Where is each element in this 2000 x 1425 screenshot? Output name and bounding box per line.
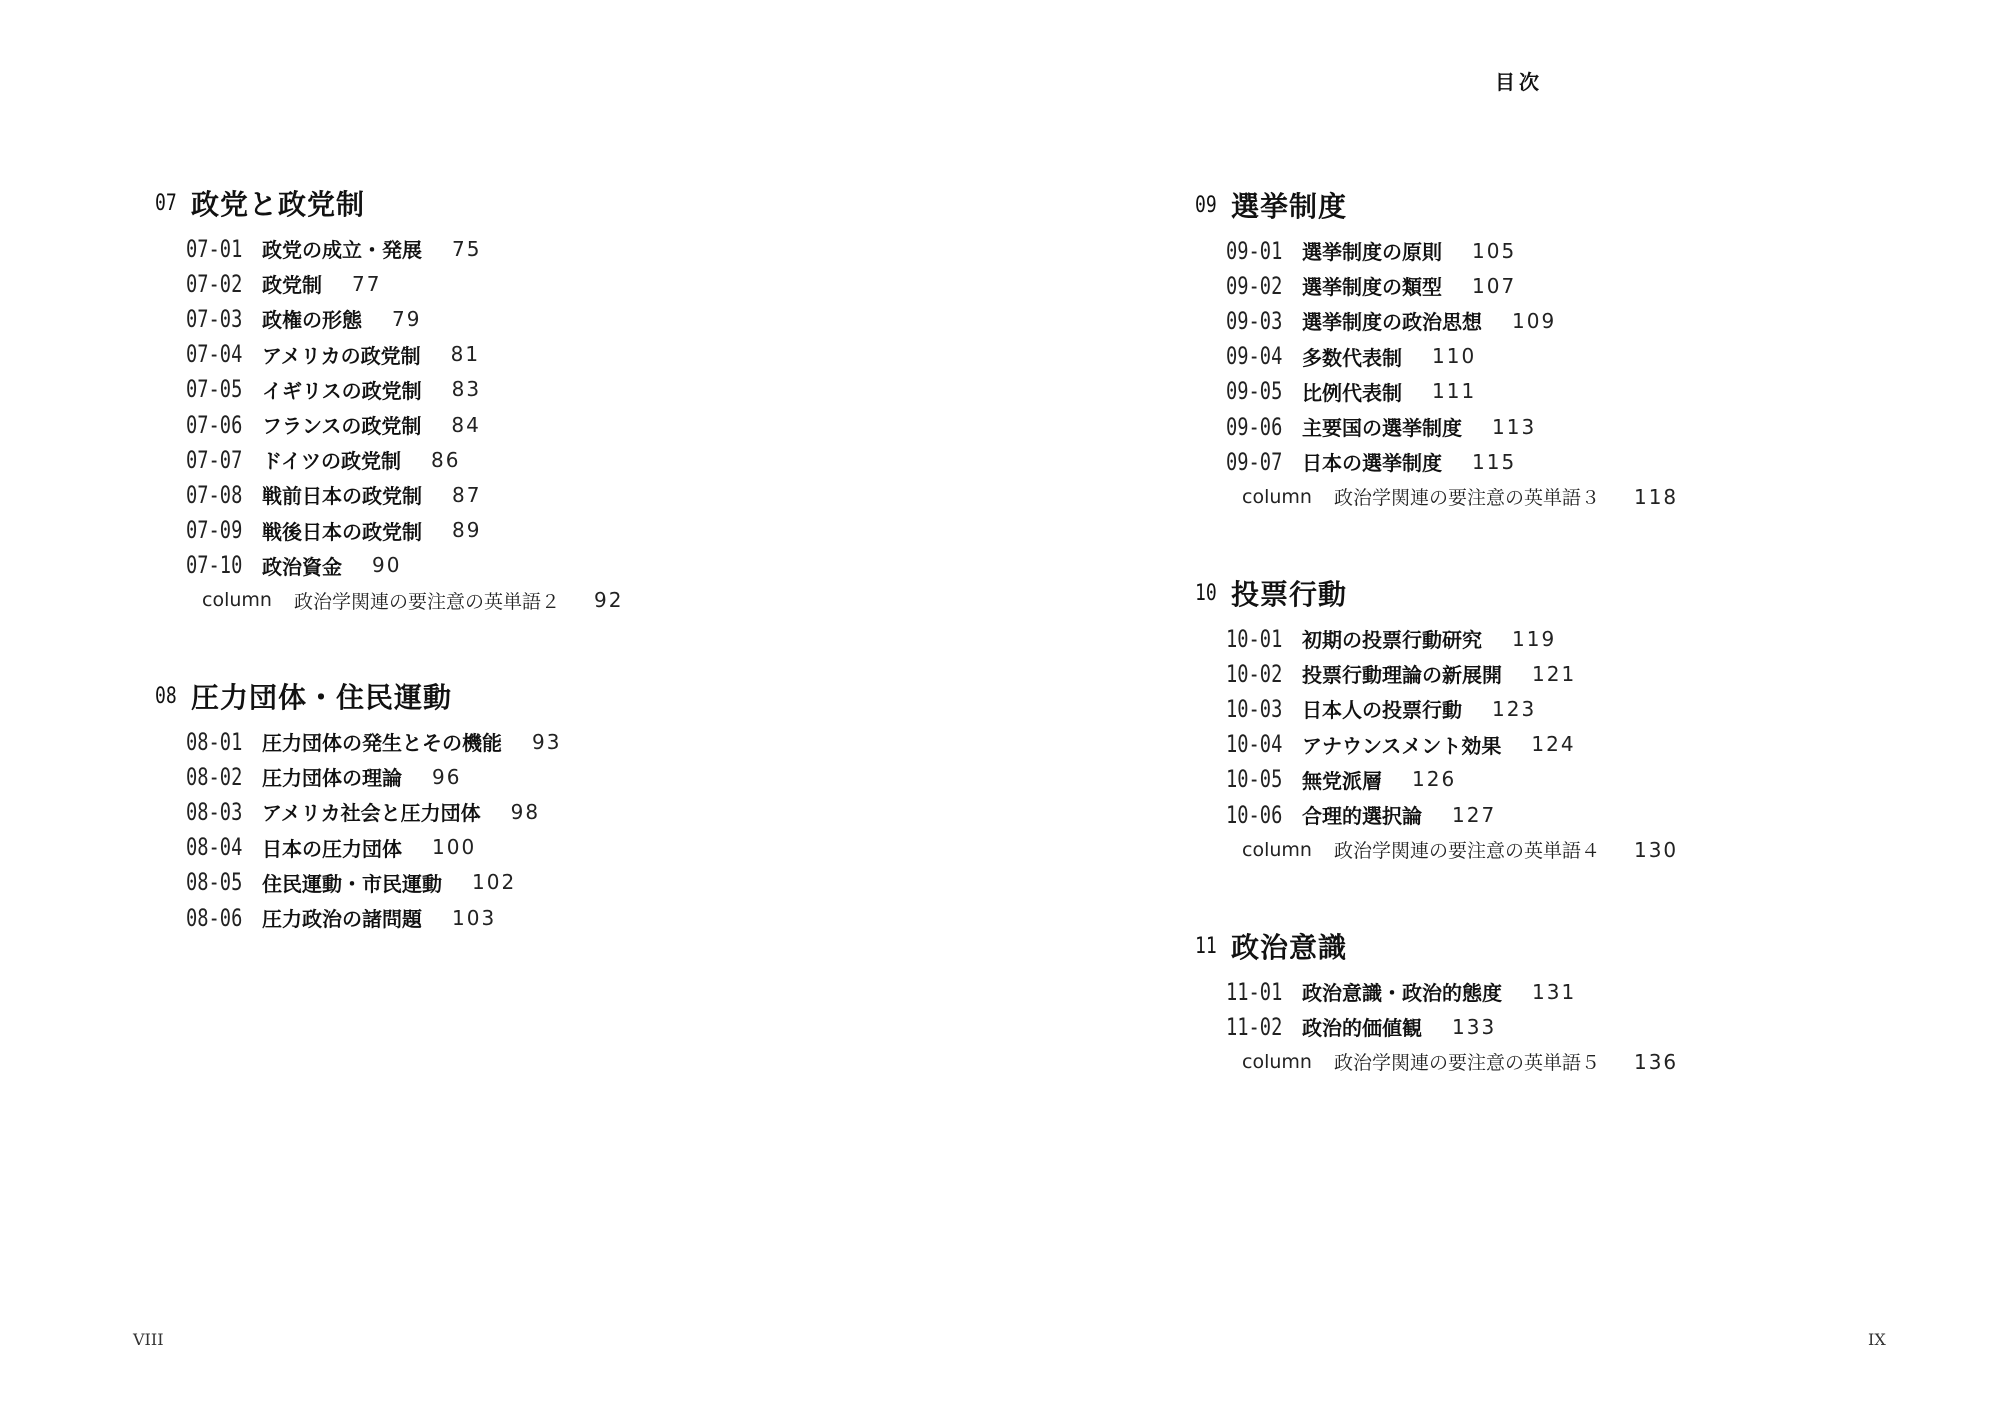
chapter-number: 09 xyxy=(1195,192,1217,218)
column-entry xyxy=(1226,1044,1678,1079)
toc-entry xyxy=(1226,339,1678,374)
entry-number: 09-04 xyxy=(1226,342,1283,371)
entry-number: 09-03 xyxy=(1226,306,1283,335)
entry-title: 日本人の投票行動 xyxy=(1302,698,1462,723)
entry-number: 08-05 xyxy=(186,868,243,897)
toc-entry xyxy=(186,266,623,301)
column-entry xyxy=(1226,479,1678,514)
entry-title: 政治的価値観 xyxy=(1302,1016,1422,1041)
toc-entry xyxy=(186,865,561,900)
toc-entry xyxy=(186,337,623,372)
entry-number: 10-02 xyxy=(1226,659,1283,688)
entry-page-number: 87 xyxy=(452,482,482,507)
toc-entry xyxy=(186,548,623,583)
toc-entry xyxy=(186,407,623,442)
column-entry xyxy=(186,583,623,618)
entry-title: 主要国の選挙制度 xyxy=(1302,416,1462,441)
entry-page-number: 83 xyxy=(451,377,482,402)
entry-page-number: 110 xyxy=(1432,344,1477,369)
toc-entry xyxy=(1226,691,1678,726)
entry-number: 07-07 xyxy=(186,445,243,474)
entry-title: アメリカの政党制 xyxy=(262,343,421,368)
entry-title: 住民運動・市民運動 xyxy=(262,871,442,896)
entry-number: 10-01 xyxy=(1226,624,1283,653)
column-page-number: 130 xyxy=(1633,837,1679,862)
entry-number: 09-07 xyxy=(1226,447,1283,476)
toc-entry xyxy=(1226,727,1678,762)
toc-entry xyxy=(186,477,623,512)
entry-page-number: 131 xyxy=(1532,979,1577,1004)
entry-number: 08-03 xyxy=(186,797,243,826)
entry-page-number: 93 xyxy=(532,729,562,754)
toc-entry xyxy=(186,759,561,794)
entry-page-number: 121 xyxy=(1532,661,1577,686)
toc-entry xyxy=(1226,797,1678,832)
entry-title: 政党制 xyxy=(262,273,322,298)
chapter-title: 政党と政党制 xyxy=(191,188,366,221)
chapter-number: 07 xyxy=(155,190,177,216)
entry-title: アメリカ社会と圧力団体 xyxy=(262,801,481,826)
toc-entry xyxy=(186,724,561,759)
entry-page-number: 127 xyxy=(1452,802,1497,827)
entry-number: 10-05 xyxy=(1226,765,1283,794)
chapter-08 xyxy=(155,668,561,935)
entry-page-number: 90 xyxy=(372,553,402,578)
entry-number: 11-02 xyxy=(1226,1012,1283,1041)
entry-page-number: 111 xyxy=(1432,379,1477,404)
toc-entry xyxy=(186,900,561,935)
entry-number: 07-04 xyxy=(186,340,243,369)
chapter-title: 投票行動 xyxy=(1231,578,1348,611)
entry-title: イギリスの政党制 xyxy=(262,378,422,403)
entry-title: 初期の投票行動研究 xyxy=(1302,628,1482,653)
entry-page-number: 103 xyxy=(452,905,497,930)
chapter-heading xyxy=(155,668,561,724)
chapter-heading xyxy=(155,175,623,231)
entry-title: 日本の選挙制度 xyxy=(1302,451,1442,476)
entry-title: フランスの政党制 xyxy=(262,414,422,439)
column-title: 政治学関連の要注意の英単語３ xyxy=(1333,487,1600,510)
entry-number: 11-01 xyxy=(1226,977,1283,1006)
entry-number: 07-06 xyxy=(186,410,243,439)
column-label: column xyxy=(1242,1050,1312,1073)
toc-entry xyxy=(186,231,623,266)
entry-number: 09-06 xyxy=(1226,412,1283,441)
toc-entry xyxy=(1226,762,1678,797)
toc-entry-list xyxy=(1195,233,1678,515)
chapter-heading xyxy=(1195,918,1678,974)
entry-number: 07-05 xyxy=(186,375,243,404)
entry-number: 10-06 xyxy=(1226,800,1283,829)
right-page xyxy=(1000,0,2000,1425)
entry-page-number: 123 xyxy=(1492,696,1537,721)
entry-page-number: 133 xyxy=(1452,1014,1497,1039)
toc-entry xyxy=(1226,303,1678,338)
entry-number: 10-03 xyxy=(1226,694,1283,723)
toc-entry xyxy=(1226,621,1678,656)
entry-page-number: 89 xyxy=(452,518,482,543)
toc-entry xyxy=(1226,1009,1678,1044)
column-title: 政治学関連の要注意の英単語４ xyxy=(1333,840,1600,863)
entry-page-number: 115 xyxy=(1472,449,1517,474)
entry-page-number: 84 xyxy=(451,412,481,437)
column-entry xyxy=(1226,832,1678,867)
page-folio-right: IX xyxy=(1868,1330,1886,1349)
toc-entry xyxy=(186,794,561,829)
entry-title: 圧力政治の諸問題 xyxy=(262,907,422,932)
toc-entry-list xyxy=(1195,974,1678,1080)
entry-number: 07-10 xyxy=(186,551,243,580)
toc-entry xyxy=(1226,374,1678,409)
toc-entry xyxy=(1226,974,1678,1009)
entry-title: アナウンスメント効果 xyxy=(1302,733,1502,758)
entry-page-number: 126 xyxy=(1412,767,1457,792)
column-page-number: 92 xyxy=(593,588,624,613)
entry-page-number: 100 xyxy=(432,835,477,860)
entry-number: 07-01 xyxy=(186,234,243,263)
entry-title: 無党派層 xyxy=(1302,768,1382,793)
entry-page-number: 96 xyxy=(432,764,462,789)
entry-title: 比例代表制 xyxy=(1302,380,1402,405)
entry-number: 09-02 xyxy=(1226,271,1283,300)
entry-page-number: 109 xyxy=(1512,308,1557,333)
entry-page-number: 113 xyxy=(1492,414,1537,439)
entry-page-number: 81 xyxy=(450,342,481,367)
chapter-heading xyxy=(1195,565,1678,621)
column-label: column xyxy=(1242,838,1312,861)
chapter-09 xyxy=(1195,177,1678,515)
entry-page-number: 119 xyxy=(1512,626,1557,651)
entry-number: 09-05 xyxy=(1226,377,1283,406)
entry-page-number: 79 xyxy=(392,306,422,331)
toc-entry xyxy=(1226,409,1678,444)
toc-entry-list xyxy=(1195,621,1678,867)
entry-title: 政治意識・政治的態度 xyxy=(1302,981,1502,1006)
toc-entry xyxy=(1226,444,1678,479)
column-page-number: 118 xyxy=(1633,484,1679,509)
chapter-title: 政治意識 xyxy=(1231,931,1348,964)
chapter-heading xyxy=(1195,177,1678,233)
toc-entry xyxy=(186,830,561,865)
toc-entry xyxy=(186,442,623,477)
entry-title: 政権の形態 xyxy=(262,308,362,333)
entry-number: 08-02 xyxy=(186,762,243,791)
entry-title: 選挙制度の類型 xyxy=(1302,275,1442,300)
entry-number: 09-01 xyxy=(1226,236,1283,265)
toc-entry-list xyxy=(155,724,561,935)
entry-page-number: 124 xyxy=(1531,732,1576,757)
entry-number: 08-04 xyxy=(186,833,243,862)
entry-title: 選挙制度の政治思想 xyxy=(1302,310,1482,335)
chapter-number: 11 xyxy=(1195,933,1217,959)
entry-page-number: 75 xyxy=(452,236,482,261)
entry-title: 合理的選択論 xyxy=(1302,804,1422,829)
entry-title: 戦前日本の政党制 xyxy=(262,484,422,509)
entry-number: 08-01 xyxy=(186,727,243,756)
entry-number: 07-03 xyxy=(186,304,243,333)
entry-title: 圧力団体の理論 xyxy=(262,766,402,791)
column-label: column xyxy=(1242,485,1312,508)
entry-number: 07-02 xyxy=(186,269,243,298)
entry-number: 10-04 xyxy=(1226,730,1283,759)
chapter-title: 選挙制度 xyxy=(1231,190,1348,223)
page-folio-left: VIII xyxy=(133,1330,164,1349)
entry-title: 投票行動理論の新展開 xyxy=(1302,663,1502,688)
running-head: 目次 xyxy=(1495,70,1543,94)
entry-title: 政党の成立・発展 xyxy=(262,238,422,263)
chapter-title: 圧力団体・住民運動 xyxy=(191,681,453,714)
entry-title: 圧力団体の発生とその機能 xyxy=(262,731,502,756)
entry-number: 07-08 xyxy=(186,480,243,509)
entry-title: 戦後日本の政党制 xyxy=(262,519,422,544)
toc-entry-list xyxy=(155,231,623,618)
toc-entry xyxy=(186,513,623,548)
toc-entry xyxy=(186,301,623,336)
entry-page-number: 98 xyxy=(510,799,541,824)
toc-entry xyxy=(1226,656,1678,691)
chapter-07 xyxy=(155,175,623,618)
entry-title: ドイツの政党制 xyxy=(262,449,401,474)
entry-page-number: 102 xyxy=(472,870,517,895)
entry-number: 08-06 xyxy=(186,903,243,932)
toc-entry xyxy=(186,372,623,407)
chapter-number: 10 xyxy=(1195,580,1217,606)
entry-title: 多数代表制 xyxy=(1302,345,1402,370)
entry-page-number: 86 xyxy=(431,447,461,472)
entry-number: 07-09 xyxy=(186,516,243,545)
entry-title: 政治資金 xyxy=(262,554,342,579)
chapter-10 xyxy=(1195,565,1678,867)
column-title: 政治学関連の要注意の英単語２ xyxy=(293,590,560,613)
column-page-number: 136 xyxy=(1633,1049,1679,1074)
entry-title: 日本の圧力団体 xyxy=(262,836,402,861)
entry-title: 選挙制度の原則 xyxy=(1302,240,1442,265)
entry-page-number: 105 xyxy=(1472,238,1517,263)
entry-page-number: 107 xyxy=(1472,273,1517,298)
column-title: 政治学関連の要注意の英単語５ xyxy=(1333,1052,1600,1075)
chapter-number: 08 xyxy=(155,683,177,709)
column-label: column xyxy=(202,589,272,612)
chapter-11 xyxy=(1195,918,1678,1080)
entry-page-number: 77 xyxy=(352,271,382,296)
toc-entry xyxy=(1226,268,1678,303)
toc-entry xyxy=(1226,233,1678,268)
